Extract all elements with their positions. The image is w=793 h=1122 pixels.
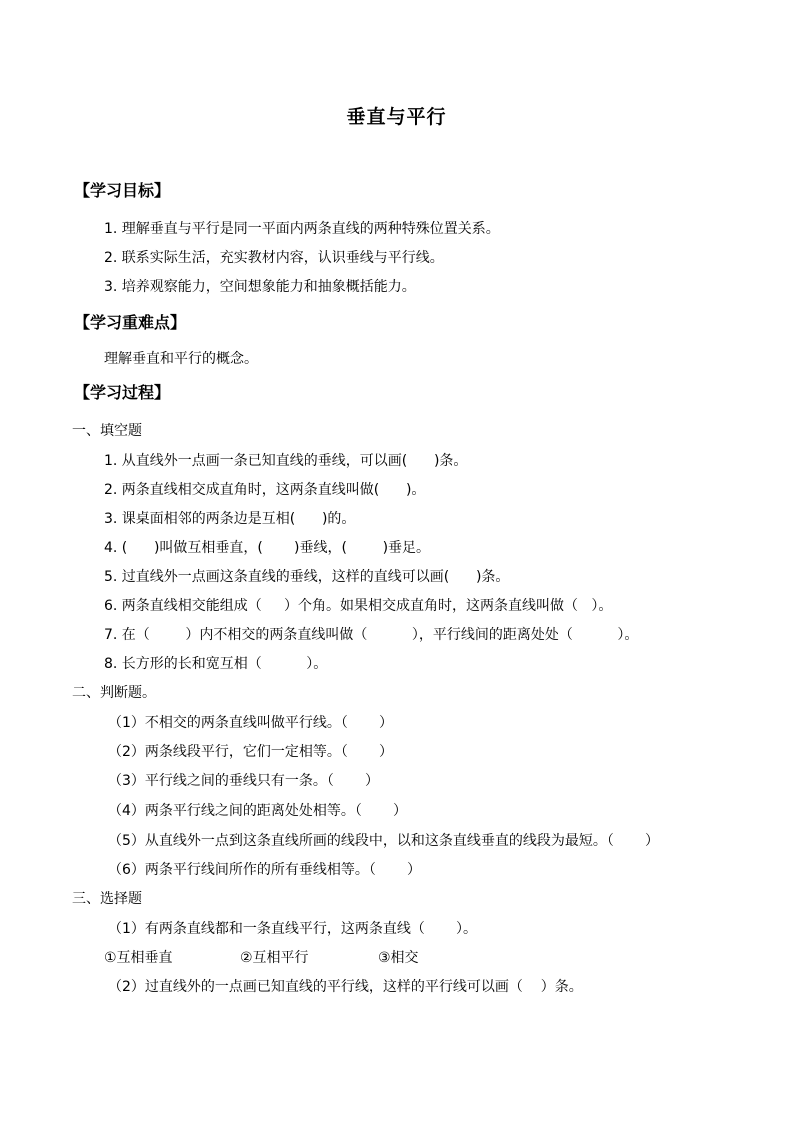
objective-item-1: 1. 理解垂直与平行是同一平面内两条直线的两种特殊位置关系。: [104, 221, 500, 237]
objectives-heading: 【学习目标】: [74, 181, 171, 200]
page-title: 垂直与平行: [346, 106, 447, 128]
choice-option-3: ③相交: [378, 950, 419, 966]
fill-blank-item-4: 4. ( )叫做互相垂直，( )垂线，( )垂足。: [104, 540, 431, 556]
fill-blank-item-1: 1. 从直线外一点画一条已知直线的垂线，可以画( )条。: [104, 453, 468, 469]
objective-item-3: 3. 培养观察能力，空间想象能力和抽象概括能力。: [104, 279, 416, 295]
true-false-item-4: （4）两条平行线之间的距离处处相等。（ ）: [108, 803, 408, 819]
true-false-heading: 二、判断题。: [72, 685, 156, 701]
choice-question-2: （2）过直线外的一点画已知直线的平行线，这样的平行线可以画（ ）条。: [108, 979, 583, 995]
true-false-item-5: （5）从直线外一点到这条直线所画的线段中，以和这条直线垂直的线段为最短。（ ）: [108, 833, 660, 849]
fill-blank-item-7: 7. 在（ ）内不相交的两条直线叫做（ ），平行线间的距离处处（ ）。: [104, 627, 639, 643]
true-false-item-3: （3）平行线之间的垂线只有一条。（ ）: [108, 773, 380, 789]
choice-question-1: （1）有两条直线都和一条直线平行，这两条直线（ ）。: [108, 921, 478, 937]
fill-blank-item-6: 6. 两条直线相交能组成（ ）个角。如果相交成直角时，这两条直线叫做（ ）。: [104, 598, 613, 614]
objective-item-2: 2. 联系实际生活，充实教材内容，认识垂线与平行线。: [104, 250, 444, 266]
choice-option-1: ①互相垂直: [104, 950, 173, 966]
fill-blank-item-3: 3. 课桌面相邻的两条边是互相( )的。: [104, 511, 356, 527]
choice-heading: 三、选择题: [72, 891, 142, 907]
choice-option-2: ②互相平行: [240, 950, 309, 966]
key-points-heading: 【学习重难点】: [74, 313, 187, 332]
fill-blank-item-5: 5. 过直线外一点画这条直线的垂线，这样的直线可以画( )条。: [104, 569, 510, 585]
fill-blank-item-2: 2. 两条直线相交成直角时，这两条直线叫做( )。: [104, 482, 426, 498]
fill-blank-heading: 一、填空题: [72, 423, 142, 439]
fill-blank-item-8: 8. 长方形的长和宽互相（ ）。: [104, 656, 328, 672]
true-false-item-2: （2）两条线段平行，它们一定相等。（ ）: [108, 744, 394, 760]
key-points-text: 理解垂直和平行的概念。: [104, 351, 258, 367]
process-heading: 【学习过程】: [74, 383, 171, 402]
true-false-item-6: （6）两条平行线间所作的所有垂线相等。（ ）: [108, 862, 422, 878]
true-false-item-1: （1）不相交的两条直线叫做平行线。（ ）: [108, 715, 394, 731]
